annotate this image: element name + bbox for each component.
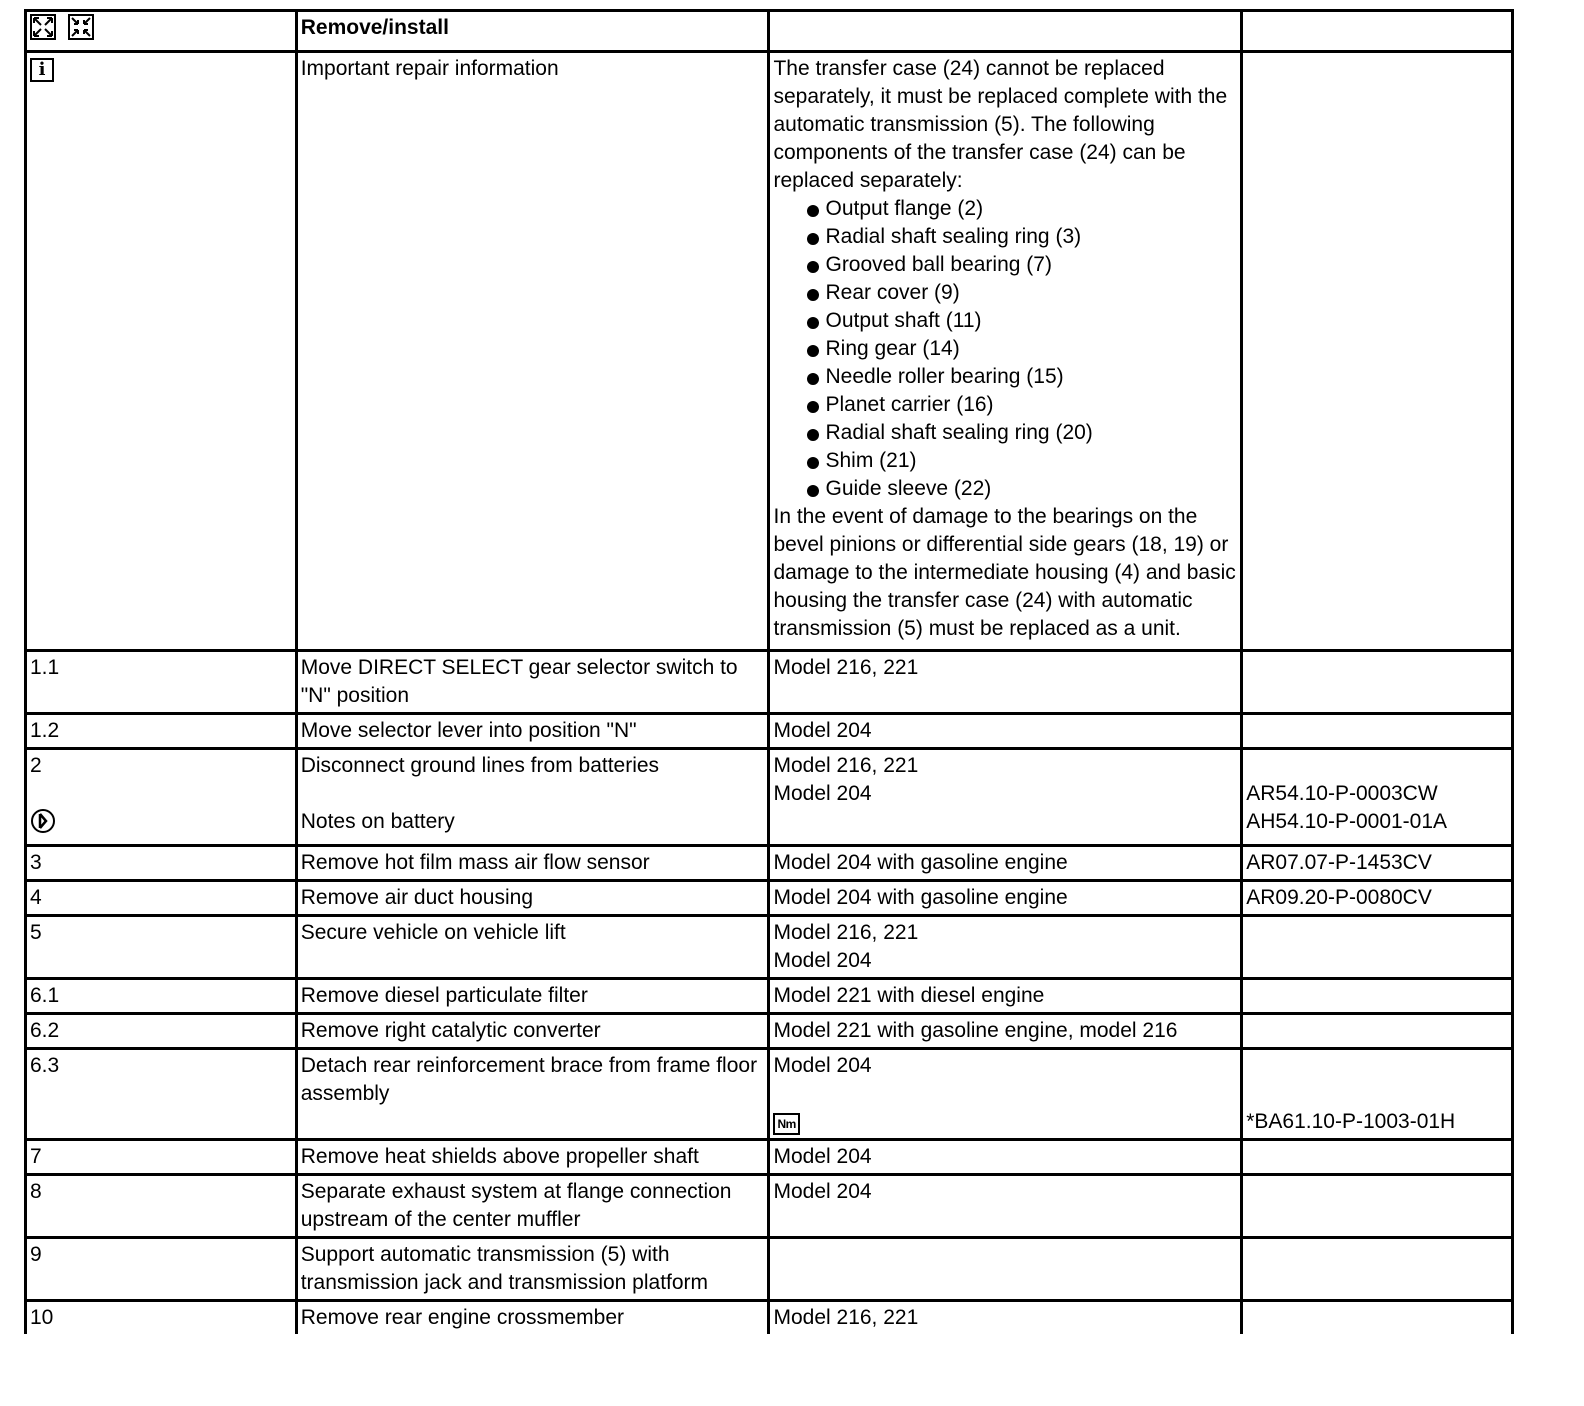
info-icon-cell — [26, 52, 297, 651]
step-ref-link[interactable]: AR54.10-P-0003CW — [1246, 782, 1438, 805]
step-ref-cell — [1242, 1049, 1513, 1140]
step-number: 10 — [26, 1301, 297, 1335]
table-row — [26, 979, 1513, 1014]
component-item: Radial shaft sealing ring (20) — [807, 419, 1237, 447]
step-note: Model 204 with gasoline engine — [769, 881, 1242, 916]
step-number: 6.3 — [26, 1049, 297, 1140]
step-ref-link[interactable]: AH54.10-P-0001-01A — [1246, 810, 1448, 833]
step-ref-cell — [1242, 749, 1513, 846]
step-note-secondary: Model 204 — [773, 782, 872, 805]
step-ref-link[interactable]: AR09.20-P-0080CV — [1242, 881, 1513, 916]
step-number: 9 — [26, 1238, 297, 1301]
step-number: 4 — [26, 881, 297, 916]
step-text: Remove right catalytic converter — [296, 1014, 769, 1049]
table-row — [26, 916, 1513, 979]
step-note: Model 204 — [769, 714, 1242, 749]
step-ref — [1242, 1140, 1513, 1175]
step-text: Remove air duct housing — [296, 881, 769, 916]
info-icon: i — [30, 58, 54, 82]
step-text: Move selector lever into position "N" — [296, 714, 769, 749]
table-row — [26, 1140, 1513, 1175]
step-text-cell — [296, 749, 769, 846]
header-icons-cell — [26, 11, 297, 52]
header-empty-3 — [769, 11, 1242, 52]
table-row — [26, 749, 1513, 846]
step-text: Disconnect ground lines from batteries — [300, 754, 660, 777]
component-item: Radial shaft sealing ring (3) — [807, 223, 1237, 251]
step-note-secondary: Model 204 — [773, 949, 872, 972]
component-item: Needle roller bearing (15) — [807, 363, 1237, 391]
step-number: 5 — [26, 916, 297, 979]
component-item: Guide sleeve (22) — [807, 475, 1237, 503]
step-note — [769, 1238, 1242, 1301]
component-item: Ring gear (14) — [807, 335, 1237, 363]
step-number: 1.2 — [26, 714, 297, 749]
collapse-icon[interactable] — [68, 14, 94, 48]
step-number: 6.1 — [26, 979, 297, 1014]
procedure-table — [24, 9, 1514, 1334]
step-note: Model 216, 221 — [769, 1301, 1242, 1335]
table-row — [26, 714, 1513, 749]
component-item: Shim (21) — [807, 447, 1237, 475]
step-text: Remove heat shields above propeller shaft — [296, 1140, 769, 1175]
component-item: Grooved ball bearing (7) — [807, 251, 1237, 279]
table-row — [26, 651, 1513, 714]
step-number: 6.2 — [26, 1014, 297, 1049]
step-note: Model 204 — [773, 1054, 872, 1077]
step-text: Secure vehicle on vehicle lift — [296, 916, 769, 979]
step-note-cell — [769, 1049, 1242, 1140]
step-number: 2 — [30, 754, 42, 777]
table-row — [26, 1049, 1513, 1140]
step-number: 3 — [26, 846, 297, 881]
step-text: Detach rear reinforcement brace from frame floor assembly — [296, 1049, 769, 1140]
step-ref — [1242, 979, 1513, 1014]
step-text: Support automatic transmission (5) with transmission jack and transmission platform — [296, 1238, 769, 1301]
step-ref — [1242, 714, 1513, 749]
step-ref — [1242, 1238, 1513, 1301]
info-ref-cell — [1242, 52, 1513, 651]
component-item: Rear cover (9) — [807, 279, 1237, 307]
step-ref-link[interactable]: AR07.07-P-1453CV — [1242, 846, 1513, 881]
step-text: Remove diesel particulate filter — [296, 979, 769, 1014]
step-ref-link[interactable]: *BA61.10-P-1003-01H — [1246, 1110, 1456, 1133]
step-note-cell — [769, 749, 1242, 846]
step-note-cell — [769, 916, 1242, 979]
info-text-cell — [769, 52, 1242, 651]
step-text: Remove rear engine crossmember — [296, 1301, 769, 1335]
table-row — [26, 1175, 1513, 1238]
step-ref — [1242, 916, 1513, 979]
step-text: Remove hot film mass air flow sensor — [296, 846, 769, 881]
component-list — [773, 195, 1237, 503]
step-ref — [1242, 1301, 1513, 1335]
component-item: Planet carrier (16) — [807, 391, 1237, 419]
step-note: Model 216, 221 — [773, 754, 919, 777]
table-row — [26, 1014, 1513, 1049]
step-note: Model 204 with gasoline engine — [769, 846, 1242, 881]
torque-nm-icon[interactable]: Nm — [773, 1113, 799, 1135]
step-note: Model 221 with gasoline engine, model 216 — [769, 1014, 1242, 1049]
info-outro: In the event of damage to the bearings on the bevel pinions or differential side gears (18, 19) or damage to the intermediate housing (4) and basic housing the transfer case (24) with automatic transmission (5) must be replaced as a unit. — [773, 505, 1236, 640]
step-number: 1.1 — [26, 651, 297, 714]
header-empty-4 — [1242, 11, 1513, 52]
info-step: Important repair information — [296, 52, 769, 651]
step-number-cell — [26, 749, 297, 846]
table-row — [26, 846, 1513, 881]
step-text: Move DIRECT SELECT gear selector switch to "N" position — [296, 651, 769, 714]
step-ref — [1242, 1014, 1513, 1049]
table-row — [26, 1301, 1513, 1335]
battery-note-icon[interactable] — [30, 808, 56, 842]
repair-procedure-document — [24, 9, 1514, 1334]
step-note: Model 221 with diesel engine — [769, 979, 1242, 1014]
header-row — [26, 11, 1513, 52]
step-note: Model 204 — [769, 1175, 1242, 1238]
step-note: Model 216, 221 — [773, 921, 919, 944]
step-ref — [1242, 1175, 1513, 1238]
step-note: Model 216, 221 — [769, 651, 1242, 714]
info-row — [26, 52, 1513, 651]
component-item: Output shaft (11) — [807, 307, 1237, 335]
step-number: 7 — [26, 1140, 297, 1175]
step-note: Model 204 — [769, 1140, 1242, 1175]
step-ref — [1242, 651, 1513, 714]
component-item: Output flange (2) — [807, 195, 1237, 223]
step-text: Separate exhaust system at flange connection upstream of the center muffler — [296, 1175, 769, 1238]
info-intro: The transfer case (24) cannot be replaced separately, it must be replaced complete with the automatic transmission (5). The following components of the transfer case (24) can be replaced separately: — [773, 57, 1228, 192]
expand-icon[interactable] — [30, 14, 56, 48]
table-row — [26, 1238, 1513, 1301]
step-text-secondary[interactable]: Notes on battery — [300, 810, 455, 833]
step-number: 8 — [26, 1175, 297, 1238]
table-row — [26, 881, 1513, 916]
header-title: Remove/install — [296, 11, 769, 52]
